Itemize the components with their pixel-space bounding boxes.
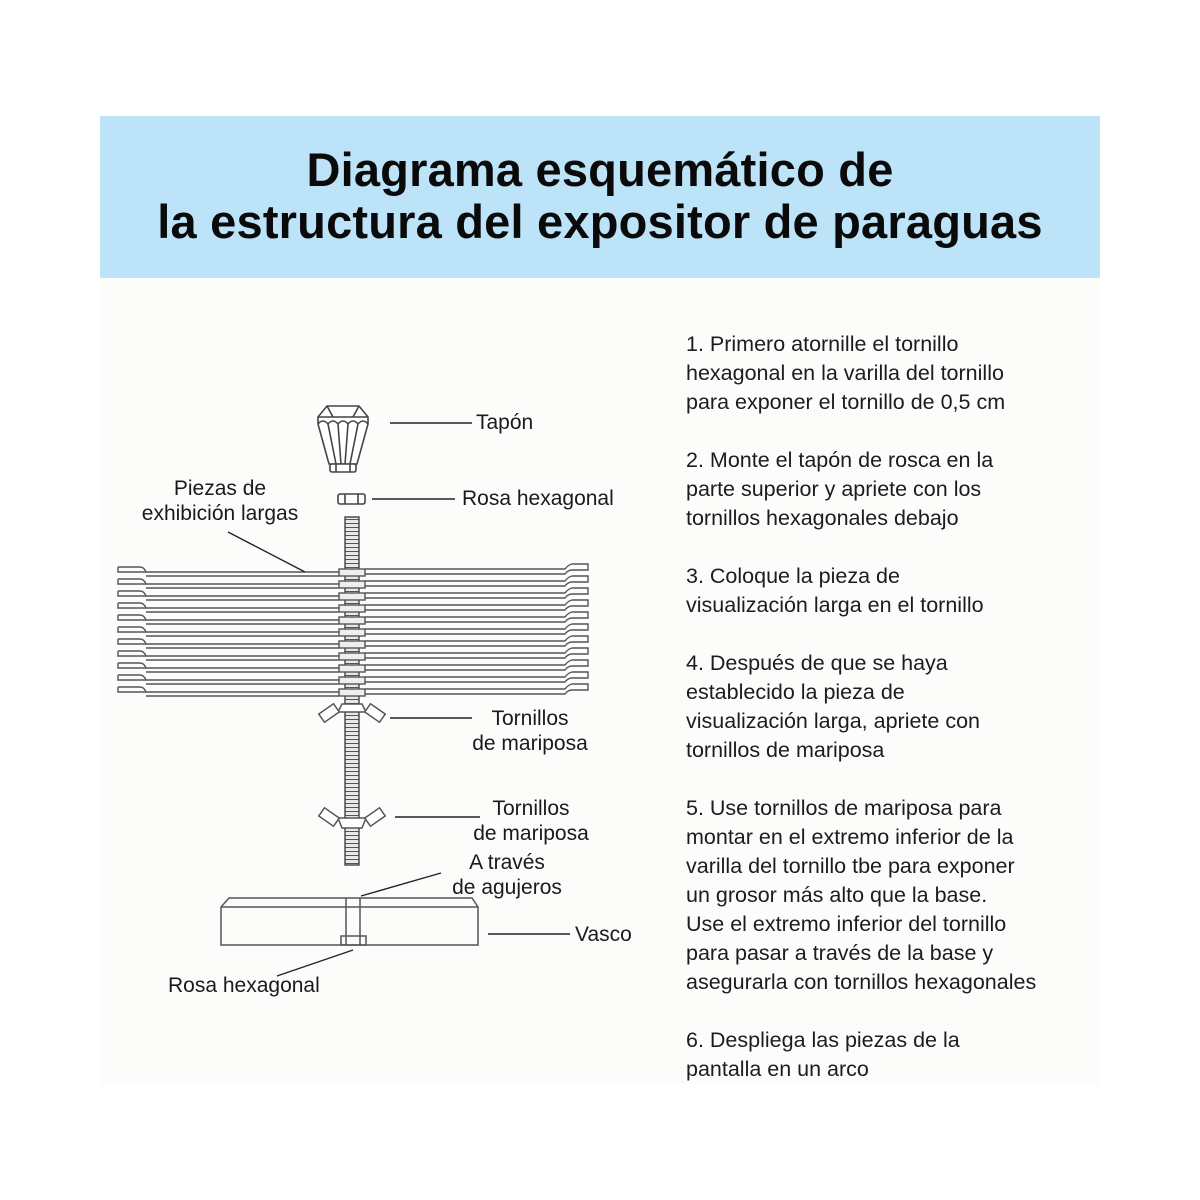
base-icon — [221, 898, 478, 945]
label-wing-nut-upper-line-1: Tornillos — [491, 707, 569, 730]
cap-icon — [318, 406, 368, 472]
label-hex-nut-bottom: Rosa hexagonal — [168, 974, 320, 997]
display-pieces-leader-line — [228, 532, 305, 572]
hex-nut-top-icon — [338, 494, 365, 504]
label-wing-nut-upper — [455, 706, 605, 756]
label-through-hole-line-1: A través — [469, 851, 545, 874]
step-1: 1. Primero atornille el tornillo hexagonal en la varilla del tornillo para exponer el tornillo de 0,5 cm — [686, 332, 1006, 414]
label-wing-nut-lower-line-2: de mariposa — [473, 822, 589, 845]
label-base: Vasco — [575, 923, 632, 946]
label-display-pieces — [120, 476, 320, 526]
label-through-hole — [432, 850, 582, 900]
step-3: 3. Coloque la pieza de visualización larga en el tornillo — [686, 564, 984, 617]
assembly-instructions — [686, 330, 1106, 1113]
step-2: 2. Monte el tapón de rosca en la parte superior y apriete con los tornillos hexagonales debajo — [686, 448, 994, 530]
label-wing-nut-upper-line-2: de mariposa — [472, 732, 588, 755]
label-hex-nut-top: Rosa hexagonal — [462, 487, 614, 510]
label-display-pieces-line-1: Piezas de — [173, 477, 267, 500]
label-wing-nut-lower — [456, 796, 606, 846]
step-4: 4. Después de que se haya establecido la pieza de visualización larga, apriete con tornillos de mariposa — [686, 651, 980, 762]
label-cap: Tapón — [476, 411, 534, 434]
through-hole-leader-line — [361, 873, 441, 896]
label-wing-nut-lower-line-1: Tornillos — [492, 797, 570, 820]
label-through-hole-line-2: de agujeros — [452, 876, 562, 899]
title-line-2: la estructura del expositor de paraguas — [157, 195, 1043, 248]
step-6: 6. Despliega las piezas de la pantalla en un arco — [686, 1028, 960, 1081]
label-display-pieces-line-2: exhibición largas — [141, 502, 299, 525]
title-line-1: Diagrama esquemático de — [306, 143, 894, 196]
step-5: 5. Use tornillos de mariposa para montar en el extremo inferior de la varilla del tornillo tbe para exponer un grosor más alto que la base. Use el extremo inferior del tornillo para pasar a través de la base y asegurarla con tornillos hexagonales — [686, 796, 1037, 994]
